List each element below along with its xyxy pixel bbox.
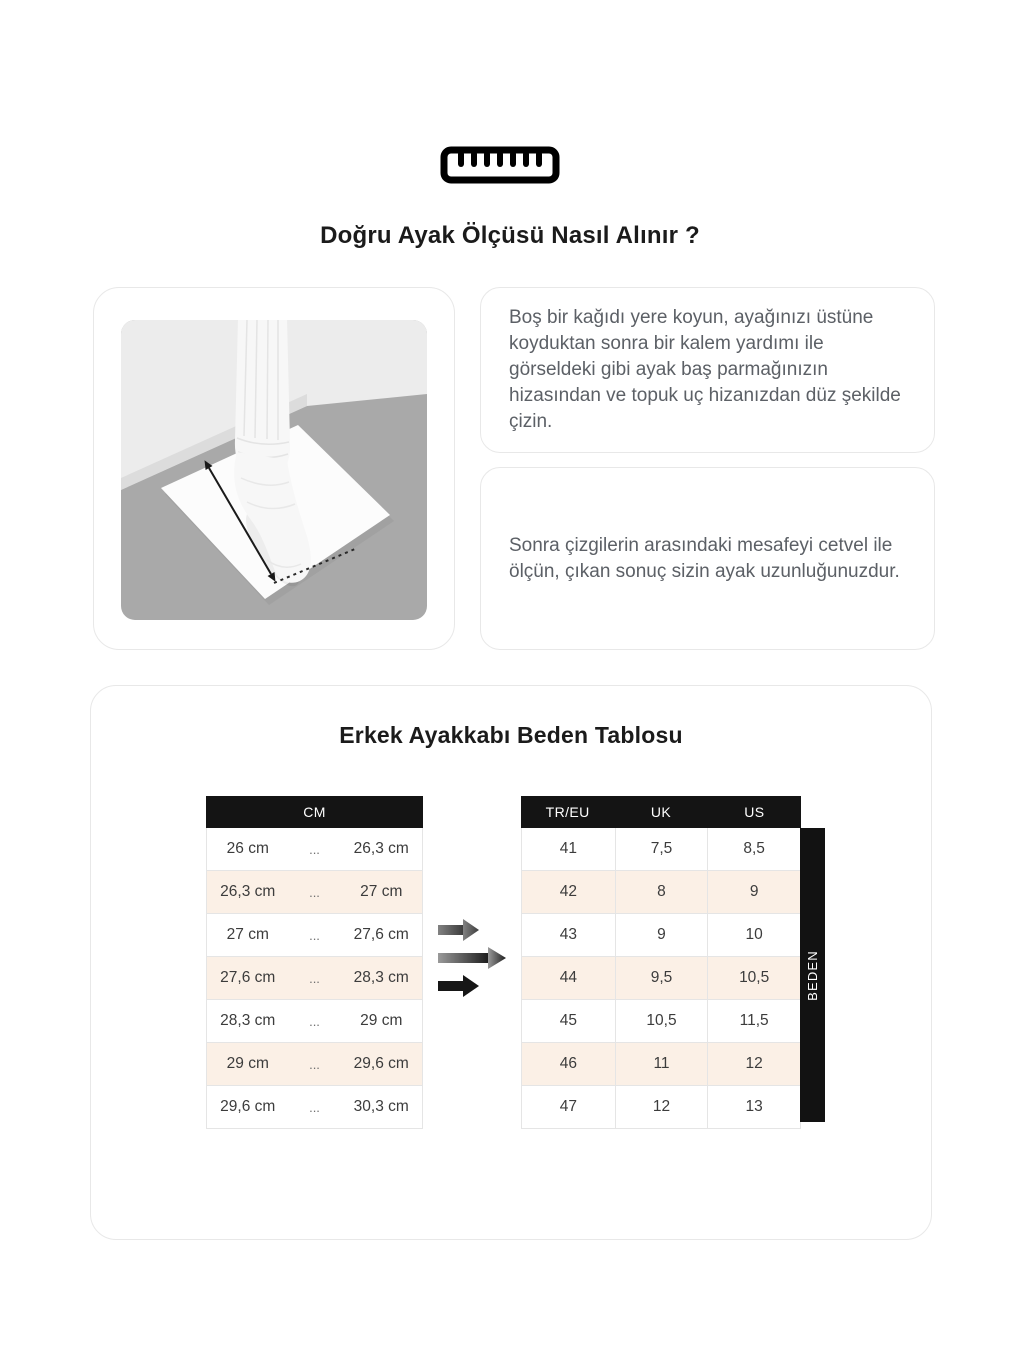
table-row [207,957,422,1000]
us-size: 10,5 [707,957,800,999]
uk-size: 11 [615,1043,708,1085]
table-row [522,1000,800,1043]
cm-from-value: 27,6 cm [220,969,276,986]
page-title: Doğru Ayak Ölçüsü Nasıl Alınır ? [320,222,700,249]
cm-to-value: 27 cm [360,883,403,900]
instruction-step1-text: Boş bir kağıdı yere koyun, ayağınızı üstüne koyduktan sonra bir kalem yardımı ile görseldeki gibi ayak baş parmağınızın hizasından ve topuk uç hizanızdan düz şekilde çizin. [509,307,901,432]
cm-to-value: 29 cm [360,1012,403,1029]
table-row [522,828,800,871]
table-row [207,871,422,914]
cm-from-value: 26 cm [226,840,269,857]
tr-eu-size: 43 [559,926,577,943]
table-row [522,957,800,1000]
cm-from-value: 29,6 cm [220,1098,276,1115]
table-row [522,1086,800,1128]
tr-eu-size: 41 [559,840,577,857]
range-dots: ... [309,1056,320,1072]
range-dots: ... [309,884,320,900]
tr-eu-size: 45 [559,1012,577,1029]
cm-from-value: 28,3 cm [220,1012,276,1029]
cm-table-body [206,828,423,1129]
cm-from-value: 29 cm [226,1055,269,1072]
us-size: 11,5 [707,1000,800,1042]
table-row [207,1000,422,1043]
uk-size: 8 [615,871,708,913]
instruction-card-2 [480,467,935,650]
size-table-card [90,685,932,1240]
us-size: 8,5 [707,828,800,870]
range-dots: ... [309,970,320,986]
table-row [522,914,800,957]
cm-to-value: 29,6 cm [353,1055,409,1072]
instruction-step2-text: Sonra çizgilerin arasındaki mesafeyi cetvel ile ölçün, çıkan sonuç sizin ayak uzunluğunuzdur. [509,534,900,582]
conversion-table-body [521,828,801,1129]
header-tr-eu: TR/EU [545,804,590,820]
cm-table-header: CM [206,796,423,828]
cm-to-value: 28,3 cm [353,969,409,986]
range-dots: ... [309,927,320,943]
ruler-icon [440,146,560,184]
conversion-table [521,796,801,1129]
cm-to-value: 27,6 cm [353,926,409,943]
table-row [207,1043,422,1086]
uk-size: 9,5 [615,957,708,999]
uk-size: 9 [615,914,708,956]
uk-size: 7,5 [615,828,708,870]
tr-eu-size: 46 [559,1055,577,1072]
us-size: 12 [707,1043,800,1085]
tr-eu-size: 47 [559,1098,577,1115]
uk-size: 12 [615,1086,708,1128]
conversion-table-header [521,796,801,828]
cm-table [206,796,423,1129]
cm-to-value: 26,3 cm [353,840,409,857]
header-us: US [744,804,765,820]
instruction-card-1 [480,287,935,453]
us-size: 9 [707,871,800,913]
us-size: 13 [707,1086,800,1128]
beden-label: BEDEN [805,949,821,1001]
foot-photo-card [93,287,455,650]
foot-measurement-photo [121,320,427,620]
cm-from-value: 26,3 cm [220,883,276,900]
uk-size: 10,5 [615,1000,708,1042]
table-row [207,914,422,957]
tr-eu-size: 44 [559,969,577,986]
transfer-arrows-icon [438,918,512,998]
table-row [207,828,422,871]
beden-side-bar [800,828,825,1122]
us-size: 10 [707,914,800,956]
range-dots: ... [309,841,320,857]
header-uk: UK [650,804,672,820]
table-row [522,871,800,914]
size-table-title: Erkek Ayakkabı Beden Tablosu [339,722,683,748]
table-row [522,1043,800,1086]
tr-eu-size: 42 [559,883,577,900]
range-dots: ... [309,1099,320,1115]
cm-to-value: 30,3 cm [353,1098,409,1115]
range-dots: ... [309,1013,320,1029]
cm-from-value: 27 cm [226,926,269,943]
table-row [207,1086,422,1128]
